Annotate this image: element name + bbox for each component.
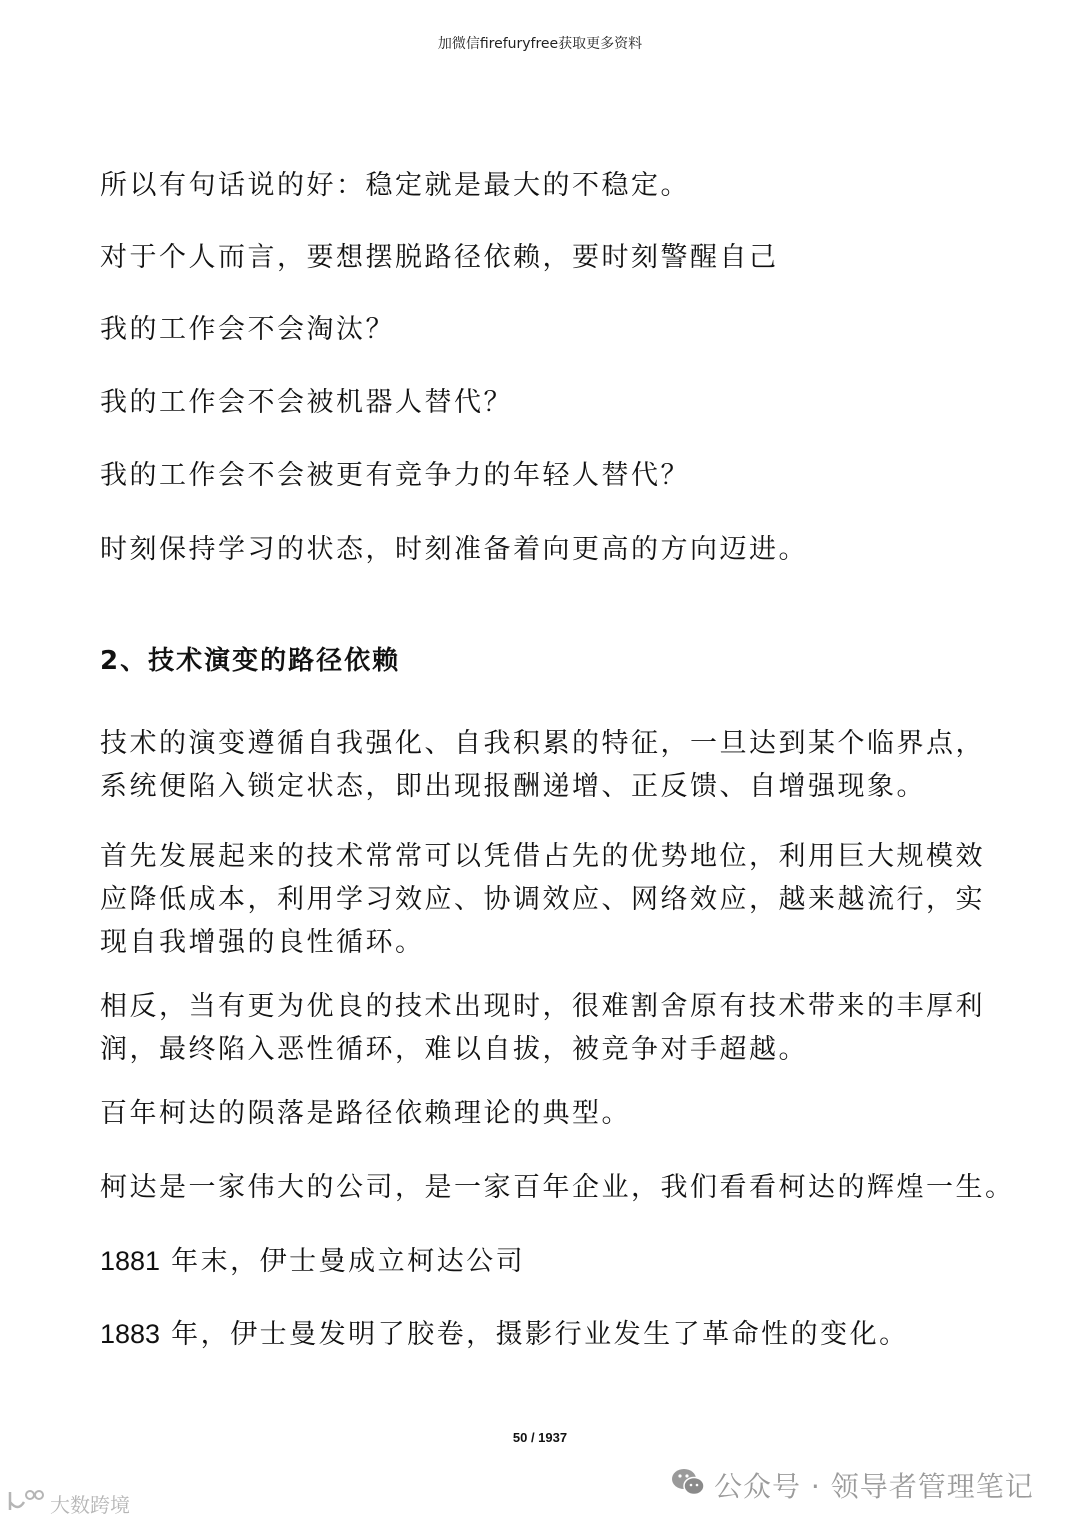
brand-logo-icon: [6, 1488, 46, 1519]
header-watermark: 加微信firefuryfree获取更多资料: [437, 36, 643, 52]
timeline-text: 年，伊士曼发明了胶卷，摄影行业发生了革命性的变化。: [160, 1319, 909, 1350]
timeline-entry: [100, 1316, 909, 1353]
paragraph: 技术的演变遵循自我强化、自我积累的特征，一旦达到某个临界点，系统便陷入锁定状态，即出现报酬递增、正反馈、自增强现象。: [100, 728, 985, 802]
paragraph: 时刻保持学习的状态，时刻准备着向更高的方向迈进。: [100, 534, 808, 565]
paragraph: 首先发展起来的技术常常可以凭借占先的优势地位，利用巨大规模效应降低成本，利用学习效应、协调效应、网络效应，越来越流行，实现自我增强的良性循环。: [100, 841, 985, 958]
left-watermark-text: 大数跨境: [50, 1493, 130, 1517]
timeline-entry: [100, 1243, 525, 1280]
paragraph: 百年柯达的陨落是路径依赖理论的典型。: [100, 1098, 631, 1129]
wechat-watermark-text: 公众号 · 领导者管理笔记: [714, 1470, 1034, 1503]
paragraph: 柯达是一家伟大的公司，是一家百年企业，我们看看柯达的辉煌一生。: [100, 1172, 1015, 1203]
paragraph: 我的工作会不会被机器人替代？: [100, 387, 513, 418]
section-heading: 2、技术演变的路径依赖: [100, 646, 401, 676]
page-number: 50 / 1937: [512, 1430, 568, 1445]
timeline-year: 1881: [100, 1246, 161, 1276]
wechat-icon: [670, 1466, 706, 1505]
paragraph: 相反，当有更为优良的技术出现时，很难割舍原有技术带来的丰厚利润，最终陷入恶性循环，难以自拔，被竞争对手超越。: [100, 991, 985, 1065]
paragraph: 所以有句话说的好：稳定就是最大的不稳定。: [100, 170, 690, 201]
wechat-watermark: [670, 1465, 1034, 1505]
timeline-year: 1883: [100, 1319, 161, 1349]
left-watermark: [6, 1488, 130, 1519]
paragraph: 我的工作会不会被更有竞争力的年轻人替代？: [100, 460, 690, 491]
timeline-text: 年末，伊士曼成立柯达公司: [160, 1246, 526, 1277]
paragraph: 我的工作会不会淘汰？: [100, 314, 395, 345]
paragraph: 对于个人而言，要想摆脱路径依赖，要时刻警醒自己: [100, 242, 779, 273]
